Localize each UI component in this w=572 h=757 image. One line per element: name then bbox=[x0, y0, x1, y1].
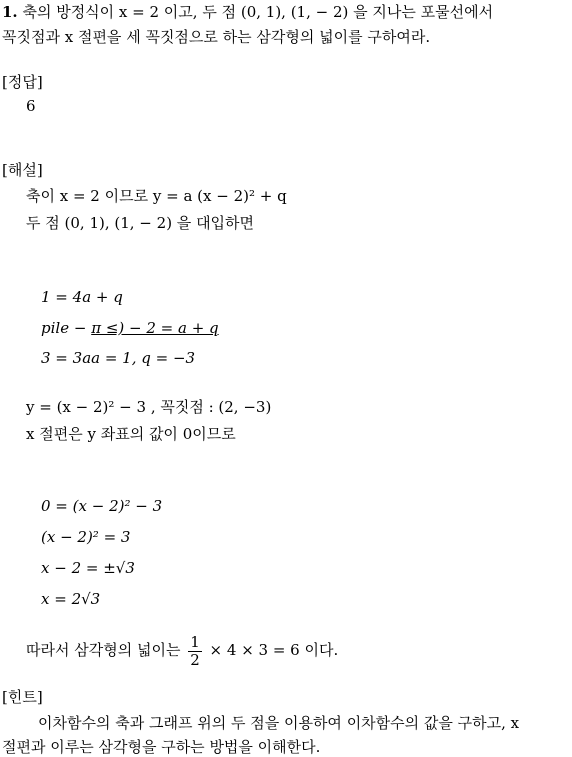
solve-step-4: x = 2√3 bbox=[41, 590, 101, 608]
fraction-numerator: 1 bbox=[190, 632, 200, 651]
solve-step-2: (x − 2)² = 3 bbox=[41, 528, 131, 546]
explanation-line-1: 축이 x = 2 이므로 y = a (x − 2)² + q bbox=[26, 187, 287, 205]
solve-step-3: x − 2 = ±√3 bbox=[41, 559, 135, 577]
explanation-line-2: 두 점 (0, 1), (1, − 2) 을 대입하면 bbox=[26, 214, 255, 232]
conclusion-prefix: 따라서 삼각형의 넓이는 bbox=[26, 641, 181, 659]
fraction bbox=[188, 634, 202, 669]
equation-3: 3 = 3aa = 1, q = −3 bbox=[41, 349, 196, 367]
conclusion-suffix: × 4 × 3 = 6 이다. bbox=[209, 641, 339, 659]
hint-line-2: 절편과 이루는 삼각형을 구하는 방법을 이해한다. bbox=[2, 738, 321, 756]
answer-heading: [정답] bbox=[2, 73, 43, 91]
equation-2 bbox=[41, 318, 219, 338]
problem-line-2: 꼭짓점과 x 절편을 세 꼭짓점으로 하는 삼각형의 넓이를 구하여라. bbox=[2, 28, 431, 46]
xint-line: x 절편은 y 좌표의 값이 0이므로 bbox=[26, 425, 236, 443]
conclusion-line bbox=[26, 632, 338, 669]
answer-value: 6 bbox=[26, 97, 36, 115]
problem-line-1 bbox=[2, 2, 493, 22]
explanation-heading: [해설] bbox=[2, 161, 43, 179]
fraction-denominator: 2 bbox=[190, 650, 200, 669]
hint-line-1: 이차함수의 축과 그래프 위의 두 점을 이용하여 이차함수의 값을 구하고, x bbox=[38, 714, 520, 732]
equation-2-prefix: pile − bbox=[41, 319, 87, 337]
vertex-line: y = (x − 2)² − 3 , 꼭짓점 : (2, −3) bbox=[26, 398, 272, 416]
solve-step-1: 0 = (x − 2)² − 3 bbox=[41, 497, 163, 515]
problem-text-1: 축의 방정식이 x = 2 이고, 두 점 (0, 1), (1, − 2) 을 지나는 포물선에서 bbox=[22, 3, 494, 21]
problem-number: 1. bbox=[2, 3, 18, 21]
equation-1: 1 = 4a + q bbox=[41, 288, 123, 306]
hint-heading: [힌트] bbox=[2, 688, 43, 706]
equation-2-underlined: π ≤) − 2 = a + q bbox=[91, 319, 219, 337]
